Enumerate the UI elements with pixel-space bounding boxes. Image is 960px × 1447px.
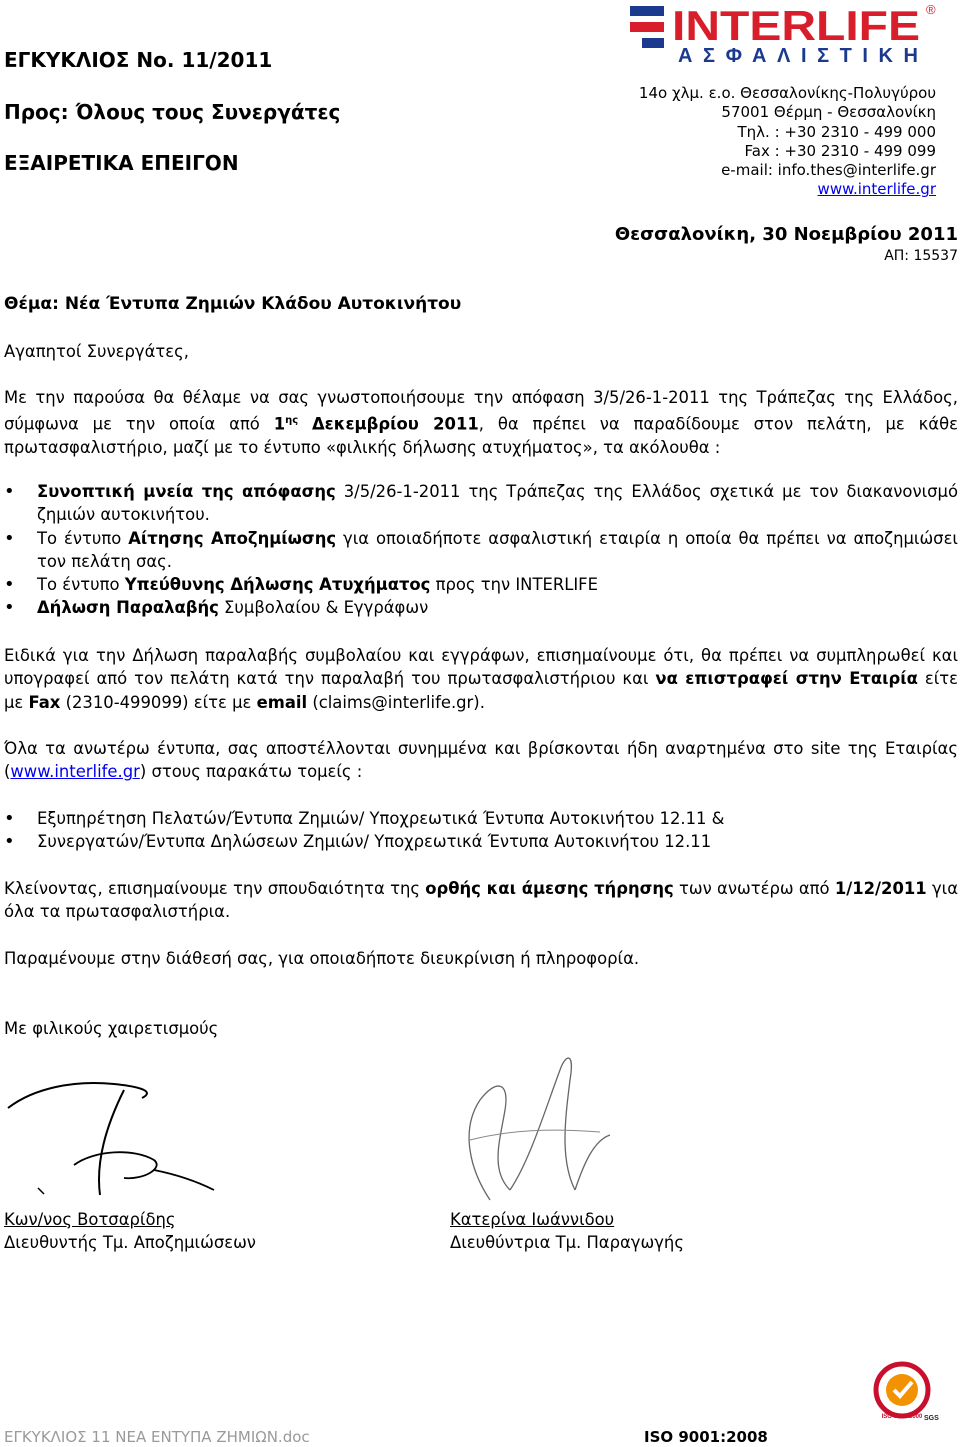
- subject-line: Θέμα: Νέα Έντυπα Ζημιών Κλάδου Αυτοκινήτου: [4, 294, 462, 314]
- list-item: • Δήλωση Παραλαβής Συμβολαίου & Εγγράφων: [4, 596, 958, 619]
- signatory-right: [450, 1208, 684, 1255]
- closing-greeting: Με φιλικούς χαιρετισμούς: [4, 1019, 219, 1038]
- logo-brand: INTERLIFE: [672, 2, 920, 49]
- recipients: Προς: Όλους τους Συνεργάτες: [4, 100, 341, 124]
- signature-left-icon: [4, 1070, 224, 1205]
- footer-filename: ΕΓΚΥΚΛΙΟΣ 11 ΝΕΑ ΕΝΤΥΠΑ ΖΗΜΙΩΝ.doc: [4, 1428, 310, 1446]
- list-item: • Το έντυπο Υπεύθυνης Δήλωσης Ατυχήματος προς την INTERLIFE: [4, 573, 958, 596]
- phone-line: Τηλ. : +30 2310 - 499 000: [737, 122, 936, 141]
- date-line: Θεσσαλονίκη, 30 Νοεμβρίου 2011: [614, 224, 958, 245]
- greeting: Αγαπητοί Συνεργάτες,: [4, 342, 189, 361]
- company-logo: [628, 0, 940, 68]
- intro-line-1: Με την παρούσα θα θέλαμε να σας γνωστοποιήσουμε την απόφαση 3/5/26-1-2011 της Τράπεζας της Ελλάδος,: [4, 388, 958, 407]
- signatory-left: [4, 1208, 256, 1255]
- intro-line-3: πρωτασφαλιστήριο, μαζί με το έντυπο «φιλικής δήλωσης ατυχήματος», τα ακόλουθα :: [4, 438, 721, 458]
- list-item: • Εξυπηρέτηση Πελατών/Έντυπα Ζημιών/ Υποχρεωτικά Έντυπα Αυτοκινήτου 12.11 &: [4, 807, 958, 830]
- address-line-2: 57001 Θέρμη - Θεσσαλονίκη: [721, 103, 936, 122]
- email-line: e-mail: info.thes@interlife.gr: [721, 161, 936, 180]
- iso-certification-seal-icon: [872, 1360, 939, 1422]
- reference-number: ΑΠ: 15537: [884, 248, 958, 264]
- intro-line-2: σύμφωνα με την οποία από $1^{\eta\varsigma}$ Δεκεμβρίου 2011, θα πρέπει να παραδίδουμε στον πελάτη, με κάθε: [4, 414, 958, 434]
- list-item: • Το έντυπο Αίτησης Αποζημίωσης για οποιαδήποτε ασφαλιστική εταιρία η οποία θα πρέπει να αποζημιώσει τον πελάτη σας.: [4, 527, 958, 574]
- website-link[interactable]: www.interlife.gr: [817, 180, 936, 199]
- svg-text:SGS: SGS: [924, 1415, 939, 1422]
- signatory-title: Διευθυντής Τμ. Αποζημιώσεων: [4, 1233, 256, 1253]
- signatory-name: Κατερίνα Ιωάννιδου: [450, 1210, 615, 1229]
- logo-registered: ®: [926, 2, 936, 17]
- signatory-title: Διευθύντρια Τμ. Παραγωγής: [450, 1233, 684, 1253]
- list-item: • Συνοπτική μνεία της απόφασης 3/5/26-1-2011 της Τράπεζας της Ελλάδος σχετικά με τον διακανονισμό ζημιών αυτοκινήτου.: [4, 480, 958, 527]
- paragraph-website: Όλα τα ανωτέρω έντυπα, σας αποστέλλονται συνημμένα και βρίσκονται ήδη αναρτημένα στο site της Εταιρίας (www.interlife.gr) στους παρακάτω τομείς :: [4, 739, 958, 782]
- circular-number: ΕΓΚΥΚΛΙΟΣ No. 11/2011: [4, 48, 273, 72]
- required-documents-list: [4, 480, 958, 620]
- website-sections-list: [4, 807, 958, 854]
- website-inline-link[interactable]: www.interlife.gr: [10, 762, 140, 782]
- list-item: • Συνεργατών/Έντυπα Δηλώσεων Ζημιών/ Υποχρεωτικά Έντυπα Αυτοκινήτου 12.11: [4, 830, 958, 853]
- signature-right-icon: [450, 1040, 620, 1205]
- address-line-1: 14ο χλμ. ε.ο. Θεσσαλονίκης-Πολυγύρου: [638, 84, 936, 102]
- urgency-label: ΕΞΑΙΡΕΤΙΚΑ ΕΠΕΙΓΟΝ: [4, 151, 239, 175]
- logo-subtitle: ΑΣΦΑΛΙΣΤΙΚΗ: [678, 45, 918, 67]
- paragraph-intro: [4, 386, 958, 459]
- paragraph-availability: Παραμένουμε στην διάθεσή σας, για οποιαδήποτε διευκρίνιση ή πληροφορία.: [4, 949, 640, 968]
- paragraph-closing-note: Κλείνοντας, επισημαίνουμε την σπουδαιότητα της ορθής και άμεσης τήρησης των ανωτέρω από 1/12/2011 για όλα τα πρωτασφαλιστήρια.: [4, 879, 958, 922]
- footer-iso: ISO 9001:2008: [644, 1428, 768, 1446]
- signatory-name: Κων/νος Βοτσαρίδης: [4, 1210, 176, 1229]
- fax-line: Fax : +30 2310 - 499 099: [744, 141, 936, 160]
- contact-block: [639, 84, 936, 200]
- svg-text:ISO 9001:2000: ISO 9001:2000: [881, 1414, 923, 1420]
- paragraph-receipt-declaration: Ειδικά για την Δήλωση παραλαβής συμβολαίου και εγγράφων, επισημαίνουμε ότι, θα πρέπει να συμπληρωθεί και υπογραφεί από τον πελάτη κατά την παραλαβή του πρωτασφαλιστήριου και να επιστραφεί στην Εταιρία είτε με Fax (2310-499099) είτε με email (claims@interlife.gr).: [4, 646, 958, 712]
- interlife-logo-icon: [628, 0, 940, 68]
